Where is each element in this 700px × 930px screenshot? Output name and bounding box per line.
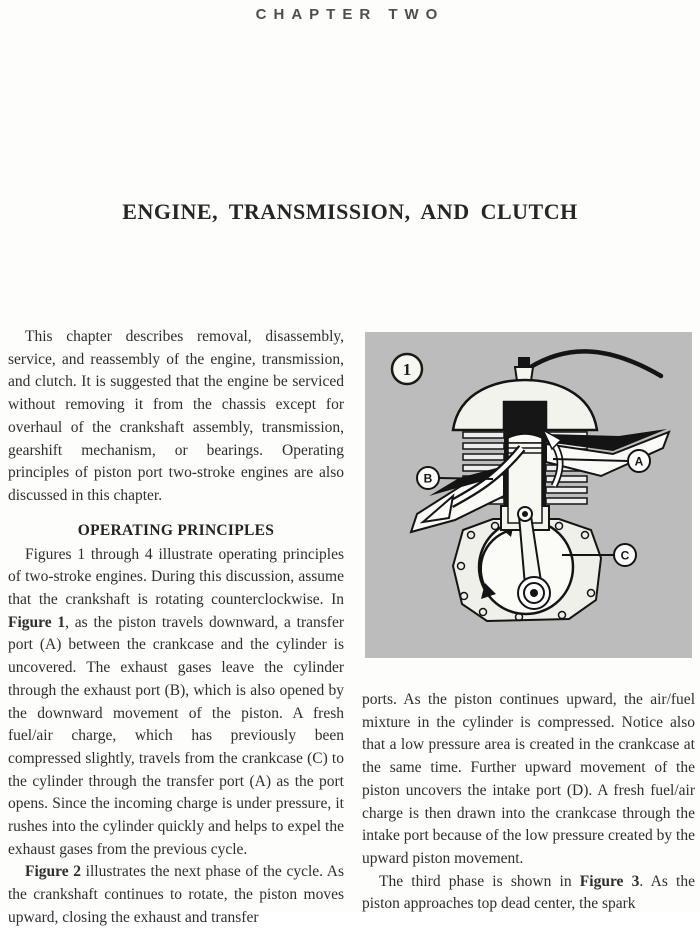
figure-1-panel <box>365 332 692 658</box>
crank-pin <box>518 577 550 609</box>
engine-cross-section-diagram <box>365 332 692 658</box>
chapter-header: CHAPTER TWO <box>255 6 445 23</box>
paragraph-third-phase: The third phase is shown in Figure 3. As the piston approaches top dead center, the spark <box>362 872 695 913</box>
paragraph-continued-from-left: ports. As the piston continues upward, the air/fuel mixture in the cylinder is compressed. Notice also that a low pressure area is created in the crankcase at the same time. Further upward movement of the piston uncovers the intake port (D). A fresh fuel/air charge is then drawn into the crankcase through the intake port because of the low pressure created by the upward piston movement. <box>362 691 695 867</box>
left-column <box>8 326 344 930</box>
wrist-pin <box>518 507 532 521</box>
callout-a-label: A <box>634 454 644 469</box>
figure-number: 1 <box>402 360 412 379</box>
paragraph-operating-principles-1: Figures 1 through 4 illustrate operating principles of two-stroke engines. During this discussion, assume that the crankshaft is rotating counterclockwise. In Figure 1, as the piston travels downward, a transfer port (A) between the crankcase and the cylinder is uncovered. The exhaust gases leave the cylinder through the exhaust port (B), which is also opened by the downward movement of the piston. A fresh fuel/air charge, which has previously been compressed slightly, travels from the crankcase (C) to the cylinder through the transfer port (A) as the port opens. Since the incoming charge is under pressure, it rushes into the cylinder quickly and helps to expel the exhaust gases from the previous cycle. <box>8 545 345 858</box>
section-heading-operating-principles: OPERATING PRINCIPLES <box>77 521 275 539</box>
paragraph-operating-principles-2: Figure 2 illustrates the next phase of the cycle. As the crankshaft continues to rotate, the piston moves upward, closing the exhaust and transfer <box>8 863 345 926</box>
paragraph-intro: This chapter describes removal, disassembly, service, and reassembly of the engine, transmission, and clutch. It is suggested that the engine be serviced without removing it from the chassis except for overhaul of the crankshaft assembly, transmission, gearshift mechanism, or bearings. Operating principles of piston port two-stroke engines are also discussed in this chapter. <box>8 328 344 504</box>
figure-number-badge <box>392 354 422 384</box>
page-title: ENGINE, TRANSMISSION, AND CLUTCH <box>122 199 578 224</box>
callout-c-label: C <box>620 548 630 563</box>
right-column <box>362 689 695 916</box>
callout-b-label: B <box>423 471 433 486</box>
